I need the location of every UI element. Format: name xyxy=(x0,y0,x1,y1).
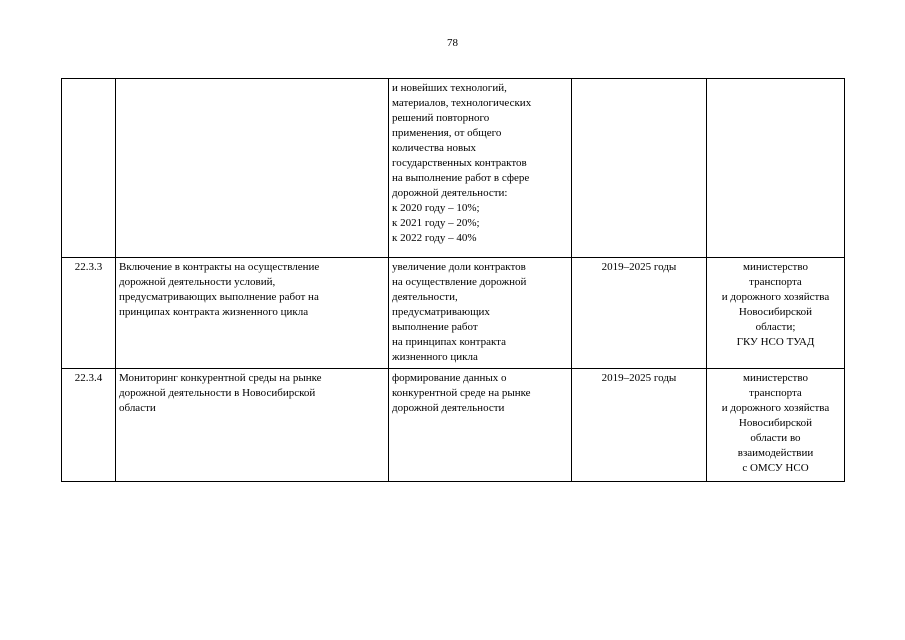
table-row xyxy=(62,79,845,258)
cell-line: материалов, технологических xyxy=(392,97,532,109)
cell-line: на осуществление дорожной xyxy=(392,276,527,288)
cell-line: Включение в контракты на осуществление xyxy=(119,261,320,273)
cell-line: формирование данных о xyxy=(392,372,507,384)
cell-line: решений повторного xyxy=(392,112,490,124)
cell-line: Новосибирской xyxy=(738,417,813,429)
item-number: 22.3.4 xyxy=(74,372,103,384)
term-value: 2019–2025 годы xyxy=(601,372,677,384)
cell-line: министерство xyxy=(742,372,808,384)
cell-line: принципах контракта жизненного цикла xyxy=(119,306,309,318)
cell-line: применения, от общего xyxy=(392,127,502,139)
result-cell xyxy=(389,258,572,369)
result-cell xyxy=(389,369,572,482)
cell-line: области xyxy=(119,402,156,414)
item-number: 22.3.3 xyxy=(74,261,103,273)
cell-line: с ОМСУ НСО xyxy=(742,462,809,474)
term-cell xyxy=(572,258,707,369)
table-row xyxy=(62,258,845,369)
cell-line: министерство xyxy=(742,261,808,273)
cell-line: и дорожного хозяйства xyxy=(721,291,830,303)
cell-line: Новосибирской xyxy=(738,306,813,318)
cell-line: предусматривающих выполнение работ на xyxy=(119,291,319,303)
cell-line: деятельности, xyxy=(392,291,458,303)
cell-line: взаимодействии xyxy=(737,447,814,459)
cell-line: к 2021 году – 20%; xyxy=(392,217,480,229)
cell-line: жизненного цикла xyxy=(392,351,478,363)
cell-line: конкурентной среде на рынке xyxy=(392,387,531,399)
cell-line: увеличение доли контрактов xyxy=(392,261,526,273)
term-cell xyxy=(572,369,707,482)
cell-line: транспорта xyxy=(749,276,802,288)
page-number: 78 xyxy=(447,37,458,49)
cell-line: к 2022 году – 40% xyxy=(392,232,477,244)
cell-line: к 2020 году – 10%; xyxy=(392,202,480,214)
measures-table xyxy=(61,78,845,482)
cell-line: на выполнение работ в сфере xyxy=(392,172,530,184)
cell-line: дорожной деятельности условий, xyxy=(119,276,276,288)
cell-line: дорожной деятельности в Новосибирской xyxy=(119,387,316,399)
cell-line: выполнение работ xyxy=(392,321,478,333)
cell-line: и дорожного хозяйства xyxy=(721,402,830,414)
cell-line: области; xyxy=(755,321,796,333)
measure-cell xyxy=(116,258,389,369)
cell-line: дорожной деятельности xyxy=(392,402,505,414)
executor-cell xyxy=(707,258,845,369)
executor-cell xyxy=(707,79,845,258)
cell-line: области во xyxy=(750,432,801,444)
item-number-cell xyxy=(62,258,116,369)
cell-line: на принципах контракта xyxy=(392,336,506,348)
cell-line: государственных контрактов xyxy=(392,157,527,169)
item-number-cell xyxy=(62,369,116,482)
term-cell xyxy=(572,79,707,258)
measure-cell xyxy=(116,369,389,482)
cell-line: ГКУ НСО ТУАД xyxy=(736,336,815,348)
measure-cell xyxy=(116,79,389,258)
executor-cell xyxy=(707,369,845,482)
item-number-cell xyxy=(62,79,116,258)
table-row xyxy=(62,369,845,482)
cell-line: количества новых xyxy=(392,142,477,154)
cell-line: дорожной деятельности: xyxy=(392,187,508,199)
cell-line: предусматривающих xyxy=(392,306,490,318)
cell-line: Мониторинг конкурентной среды на рынке xyxy=(119,372,322,384)
term-value: 2019–2025 годы xyxy=(601,261,677,273)
cell-line: и новейших технологий, xyxy=(392,82,507,94)
result-cell xyxy=(389,79,572,258)
cell-line: транспорта xyxy=(749,387,802,399)
